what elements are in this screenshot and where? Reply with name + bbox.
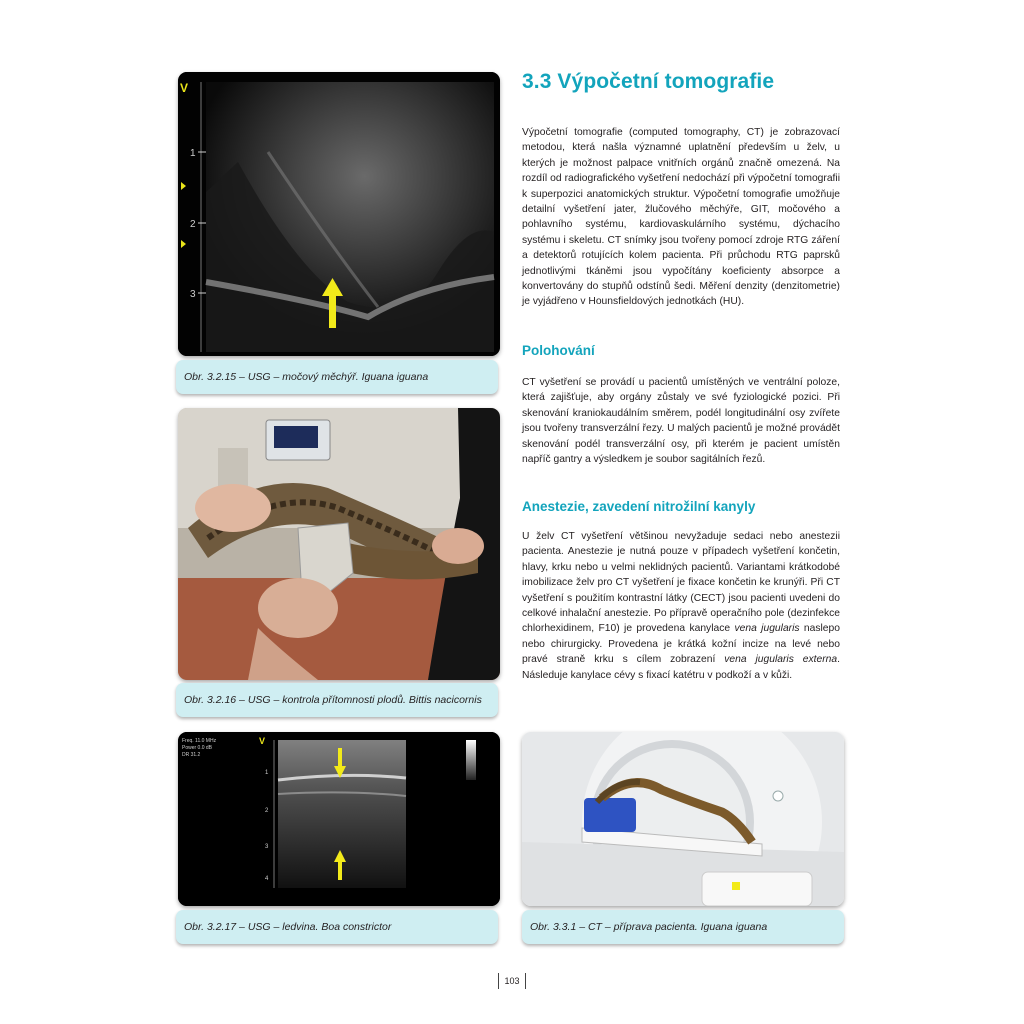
scale-label-2: 2	[265, 808, 269, 814]
anesthesia-paragraph	[522, 529, 840, 683]
scale-label-1: 1	[190, 148, 196, 159]
figure-ct-iguana	[522, 732, 844, 906]
figure-snake-photo	[178, 408, 500, 680]
svg-text:Freq. 11.0 MHz: Freq. 11.0 MHz	[182, 738, 217, 744]
section-heading-anesthesia: Anestezie, zavedení nitrožilní kanyly	[522, 499, 756, 514]
usg-kidney-image	[178, 732, 500, 906]
positioning-paragraph: CT vyšetření se provádí u pacientů umístěných ve ventrální poloze, která zajišťuje, aby orgány zůstaly ve své fyziologické pozici. Při skenování kraniokaudálním směrem, podél longitudinální osy zvířete jsou tvořeny transverzální řezy. U malých pacientů je možné provádět skenování podél transverzální osy, při kterém je pacient umístěn napříč gantry a výsledkem je soubor sagitálních řezů.	[522, 377, 840, 466]
svg-text:DR 31.2: DR 31.2	[182, 752, 201, 758]
scale-label-4: 4	[265, 876, 269, 882]
figure-caption: Obr. 3.2.17 – USG – ledvina. Boa constrictor	[176, 910, 498, 944]
figure-usg-kidney	[178, 732, 500, 906]
anesthesia-text-italic: vena jugularis externa	[724, 654, 838, 666]
anesthesia-text-italic: vena jugularis	[734, 623, 800, 635]
anesthesia-text-part: . Následuje kanylace cévy s fixací katétru v podkoží a v kůži.	[522, 654, 840, 681]
svg-text:V: V	[259, 736, 266, 746]
scale-label-2: 2	[190, 219, 196, 230]
intro-paragraph: Výpočetní tomografie (computed tomography, CT) je zobrazovací metodou, která našla významné uplatnění především u želv, u kterých je možnost palpace vnitřních orgánů značně omezená. Na rozdíl od radiografického vyšetření nedochází při výpočetní tomografii k superpozici anatomických struktur. Výpočetní tomografie umožňuje detailní vyšetření jater, žlučového měchýře, GIT, močového a pohlavního systému, kardiovaskulárního systému, dýchacího systému i skeletu. CT snímky jsou tvořeny pomocí zdroje RTG záření a detektorů rotujících kolem pacienta. Při průchodu RTG paprsků jednotlivými tkáněmi jsou vypočítány koeficienty absorpce a konvertovány do stupňů odstínů šedi. Měření denzity (denzitometrie) je vyjádřeno v Hounsfieldových jednotkách (HU).	[522, 127, 840, 308]
figure-caption: Obr. 3.2.16 – USG – kontrola přítomnosti plodů. Bittis nacicornis	[176, 683, 498, 717]
snake-photo-image	[178, 408, 500, 680]
scale-label-3: 3	[265, 844, 269, 850]
section-heading-positioning: Polohování	[522, 343, 595, 358]
figure-caption: Obr. 3.2.15 – USG – močový měchýř. Iguana iguana	[176, 360, 498, 394]
anesthesia-text-part: U želv CT vyšetření většinou nevyžaduje sedaci nebo anestezii pacienta. Anestezie je nutná pouze v případech vyšetření končetin, hlavy, krku nebo u velmi neklidných pacientů. Variantami krátkodobé imobilizace želv pro CT vyšetření je fixace končetin ke krunýři. Při CT vyšetření s použitím kontrastní látky (CECT) jsou pacienti uvedeni do celkové inhalační anestezie. Po přípravě operačního pole (dezinfekce chlorhexidinem, F10) je provedena kanylace	[522, 531, 840, 635]
scale-label-3: 3	[190, 289, 196, 300]
anesthesia-text-part: naslepo nebo chirurgicky. Provedena je krátká kožní incize na levé nebo pravé straně krku s cílem zobrazení	[522, 623, 840, 666]
figure-caption: Obr. 3.3.1 – CT – příprava pacienta. Iguana iguana	[522, 910, 844, 944]
usg-bladder-image	[178, 72, 500, 356]
chapter-heading: 3.3 Výpočetní tomografie	[522, 70, 775, 93]
scale-label-1: 1	[265, 770, 269, 776]
svg-text:V: V	[180, 81, 189, 95]
page-number: 103	[498, 973, 526, 989]
ct-iguana-image	[522, 732, 844, 906]
figure-usg-bladder	[178, 72, 500, 356]
svg-text:Power 0.0 dB: Power 0.0 dB	[182, 745, 213, 751]
